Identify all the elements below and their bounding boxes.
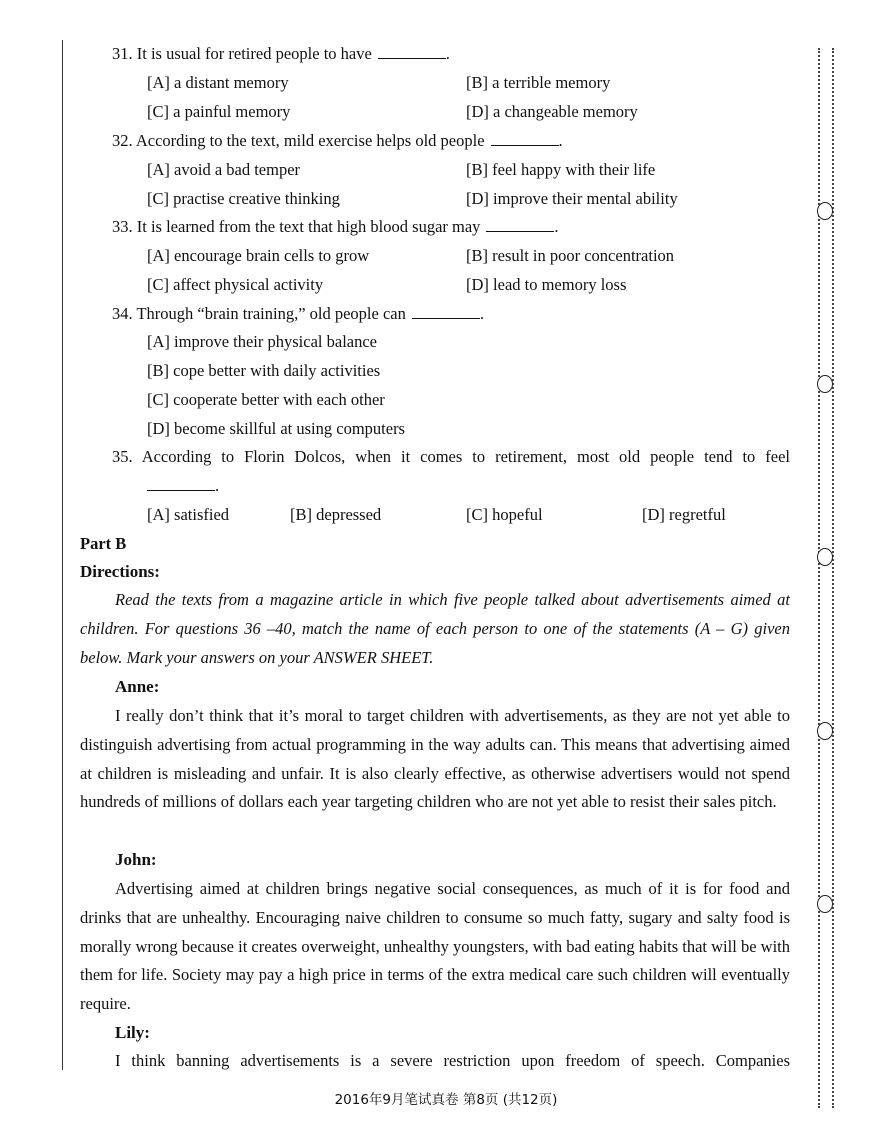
speaker-text: I think banning advertisements is a severe restriction upon freedom of speech. Companies bbox=[115, 1051, 790, 1070]
option-a: [A] encourage brain cells to grow bbox=[147, 246, 370, 265]
speaker-name: Lily: bbox=[115, 1023, 150, 1042]
directions-label: Directions: bbox=[80, 562, 160, 581]
option-c: [C] practise creative thinking bbox=[147, 189, 340, 208]
option-d: [D] a changeable memory bbox=[466, 102, 638, 121]
option-d: [D] improve their mental ability bbox=[466, 189, 678, 208]
binding-hole bbox=[817, 548, 833, 566]
question-34: 34. Through “brain training,” old people can . bbox=[112, 304, 484, 323]
option-a: [A] a distant memory bbox=[147, 73, 289, 92]
speaker-name: Anne: bbox=[115, 677, 160, 696]
option-c: [C] affect physical activity bbox=[147, 275, 324, 294]
option-c: [C] a painful memory bbox=[147, 102, 291, 121]
option-b: [B] result in poor concentration bbox=[466, 246, 675, 265]
option-b: [B] depressed bbox=[290, 505, 382, 524]
binding-hole bbox=[817, 722, 833, 740]
option-d: [D] lead to memory loss bbox=[466, 275, 627, 294]
option-c: [C] cooperate better with each other bbox=[147, 390, 385, 409]
page-footer: 2016年9月笔试真卷 第8页 (共12页) bbox=[334, 1092, 558, 1108]
option-c: [C] hopeful bbox=[466, 505, 543, 524]
option-a: [A] avoid a bad temper bbox=[147, 160, 301, 179]
option-b: [B] cope better with daily activities bbox=[147, 361, 381, 380]
binding-hole bbox=[817, 202, 833, 220]
option-b: [B] a terrible memory bbox=[466, 73, 611, 92]
option-b: [B] feel happy with their life bbox=[466, 160, 656, 179]
option-a: [A] improve their physical balance bbox=[147, 332, 377, 351]
answer-blank: . bbox=[147, 476, 219, 496]
question-35: 35. According to Florin Dolcos, when it comes to retirement, most old people tend to feel bbox=[112, 447, 790, 466]
binding-hole bbox=[817, 895, 833, 913]
speaker-text: Advertising aimed at children brings negative social consequences, as much of it is for food and drinks that are unhealthy. Encouraging naive children to consume so much fatty, sugary and salty food is morally wrong because it creates overweight, unhealthy youngsters, with bad eating habits that will be with them for life. Society may pay a high price in terms of the extra medical care such children will eventually require. bbox=[80, 879, 790, 1014]
option-a: [A] satisfied bbox=[147, 505, 230, 524]
speaker-text: I really don’t think that it’s moral to target children with advertisements, as they are not yet able to distinguish advertising from actual programming in the way adults can. This means that advertising aimed at children is misleading and unfair. It is also clearly effective, as otherwise advertisers would not spend hundreds of millions of dollars each year targeting children who are not yet able to resist their sales pitch. bbox=[80, 706, 790, 812]
option-d: [D] regretful bbox=[642, 505, 726, 524]
option-d: [D] become skillful at using computers bbox=[147, 419, 405, 438]
question-32: 32. According to the text, mild exercise helps old people . bbox=[112, 131, 563, 150]
binding-hole bbox=[817, 375, 833, 393]
speaker-name: John: bbox=[115, 850, 157, 869]
question-33: 33. It is learned from the text that high blood sugar may . bbox=[112, 217, 559, 236]
question-31: 31. It is usual for retired people to have . bbox=[112, 44, 450, 63]
section-title: Part B bbox=[80, 534, 127, 553]
left-margin-rule bbox=[62, 40, 63, 1070]
directions-text: Read the texts from a magazine article in which five people talked about advertisements aimed at children. For questions 36 –40, match the name of each person to one of the statements (A – G) given below. Mark your answers on your ANSWER SHEET. bbox=[80, 590, 790, 667]
